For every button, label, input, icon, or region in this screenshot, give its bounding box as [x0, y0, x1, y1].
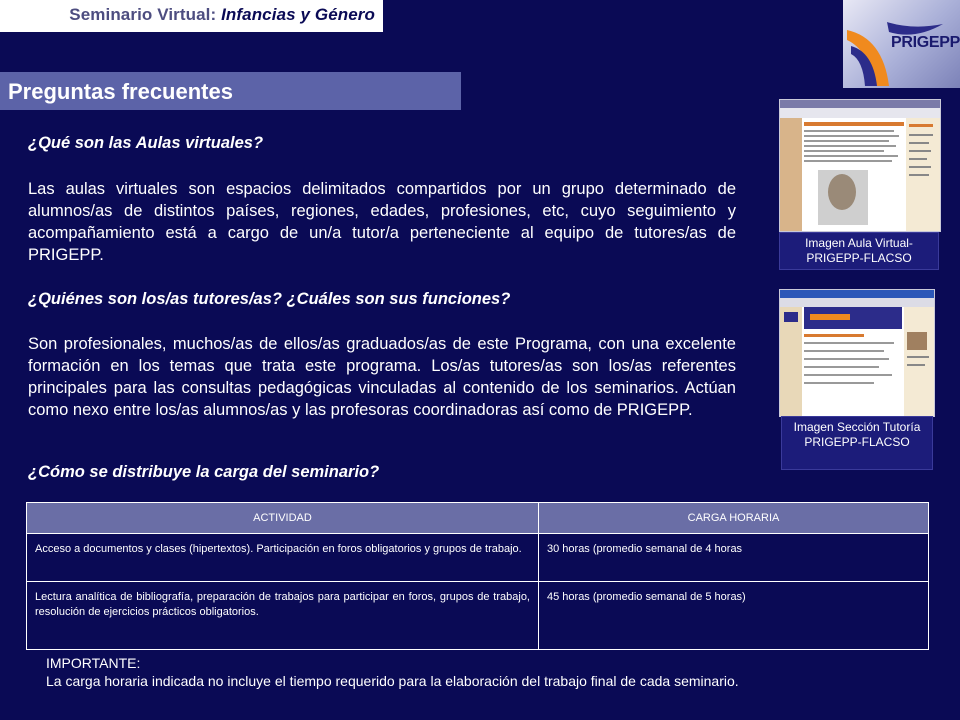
aula-virtual-caption: Imagen Aula Virtual- PRIGEPP-FLACSO: [779, 232, 939, 270]
faq-answer-tutores: Son profesionales, muchos/as de ellos/as graduados/as de este Programa, con una excelente formación en los temas que trata este programa. Los/as tutores/as son los/as referentes principales para las consultas pedagógicas vinculadas al contenido de los seminarios. Actúan como nexo entre los/as alumnos/as y las profesoras coordinadoras así como de PRIGEPP.: [28, 335, 736, 419]
seccion-tutoria-caption: Imagen Sección Tutoría PRIGEPP-FLACSO: [781, 416, 933, 470]
important-label: IMPORTANTE:: [46, 655, 141, 671]
column-header-carga: CARGA HORARIA: [539, 503, 929, 534]
table-cell-carga: 45 horas (promedio semanal de 5 horas): [539, 582, 929, 650]
course-title-bar: [0, 0, 383, 32]
screenshot-seccion-tutoria-icon: [780, 290, 934, 416]
course-title: [69, 5, 375, 25]
important-note: [46, 654, 739, 690]
important-text: La carga horaria indicada no incluye el tiempo requerido para la elaboración del trabajo final de cada seminario.: [46, 673, 739, 689]
faq-question-tutores: ¿Quiénes son los/as tutores/as? ¿Cuáles son sus funciones?: [28, 290, 511, 308]
table-cell-actividad: Acceso a documentos y clases (hipertextos). Participación en foros obligatorios y grupos de trabajo.: [27, 534, 539, 582]
table-header-row: [27, 503, 929, 534]
aula-virtual-screenshot: [779, 99, 941, 232]
carga-horaria-table: [26, 502, 929, 650]
logo-text: PRIGEPP: [891, 34, 960, 51]
screenshot-aula-virtual-icon: [780, 100, 940, 231]
course-prefix: Seminario Virtual:: [69, 5, 222, 24]
course-name: Infancias y Género: [221, 5, 375, 24]
section-title-bar: [0, 72, 461, 110]
table-cell-carga: 30 horas (promedio semanal de 4 horas: [539, 534, 929, 582]
faq-question-carga: ¿Cómo se distribuye la carga del seminario?: [28, 463, 380, 481]
faq-answer-aulas: Las aulas virtuales son espacios delimitados compartidos por un grupo determinado de alumnos/as de distintos países, regiones, edades, profesiones, etc, cuyo seguimiento y acompañamiento está a cargo de un/a tutor/a perteneciente al equipo de tutores/as de PRIGEPP.: [28, 180, 736, 264]
seccion-tutoria-screenshot: [779, 289, 935, 417]
table-row: [27, 582, 929, 650]
table-cell-actividad: Lectura analítica de bibliografía, preparación de trabajos para participar en foros, grupos de trabajo, resolución de ejercicios prácticos obligatorios.: [27, 582, 539, 650]
table-row: [27, 534, 929, 582]
prigepp-logo: [843, 0, 960, 88]
page-title: Preguntas frecuentes: [8, 79, 233, 104]
faq-question-aulas: ¿Qué son las Aulas virtuales?: [28, 134, 264, 152]
column-header-actividad: ACTIVIDAD: [27, 503, 539, 534]
